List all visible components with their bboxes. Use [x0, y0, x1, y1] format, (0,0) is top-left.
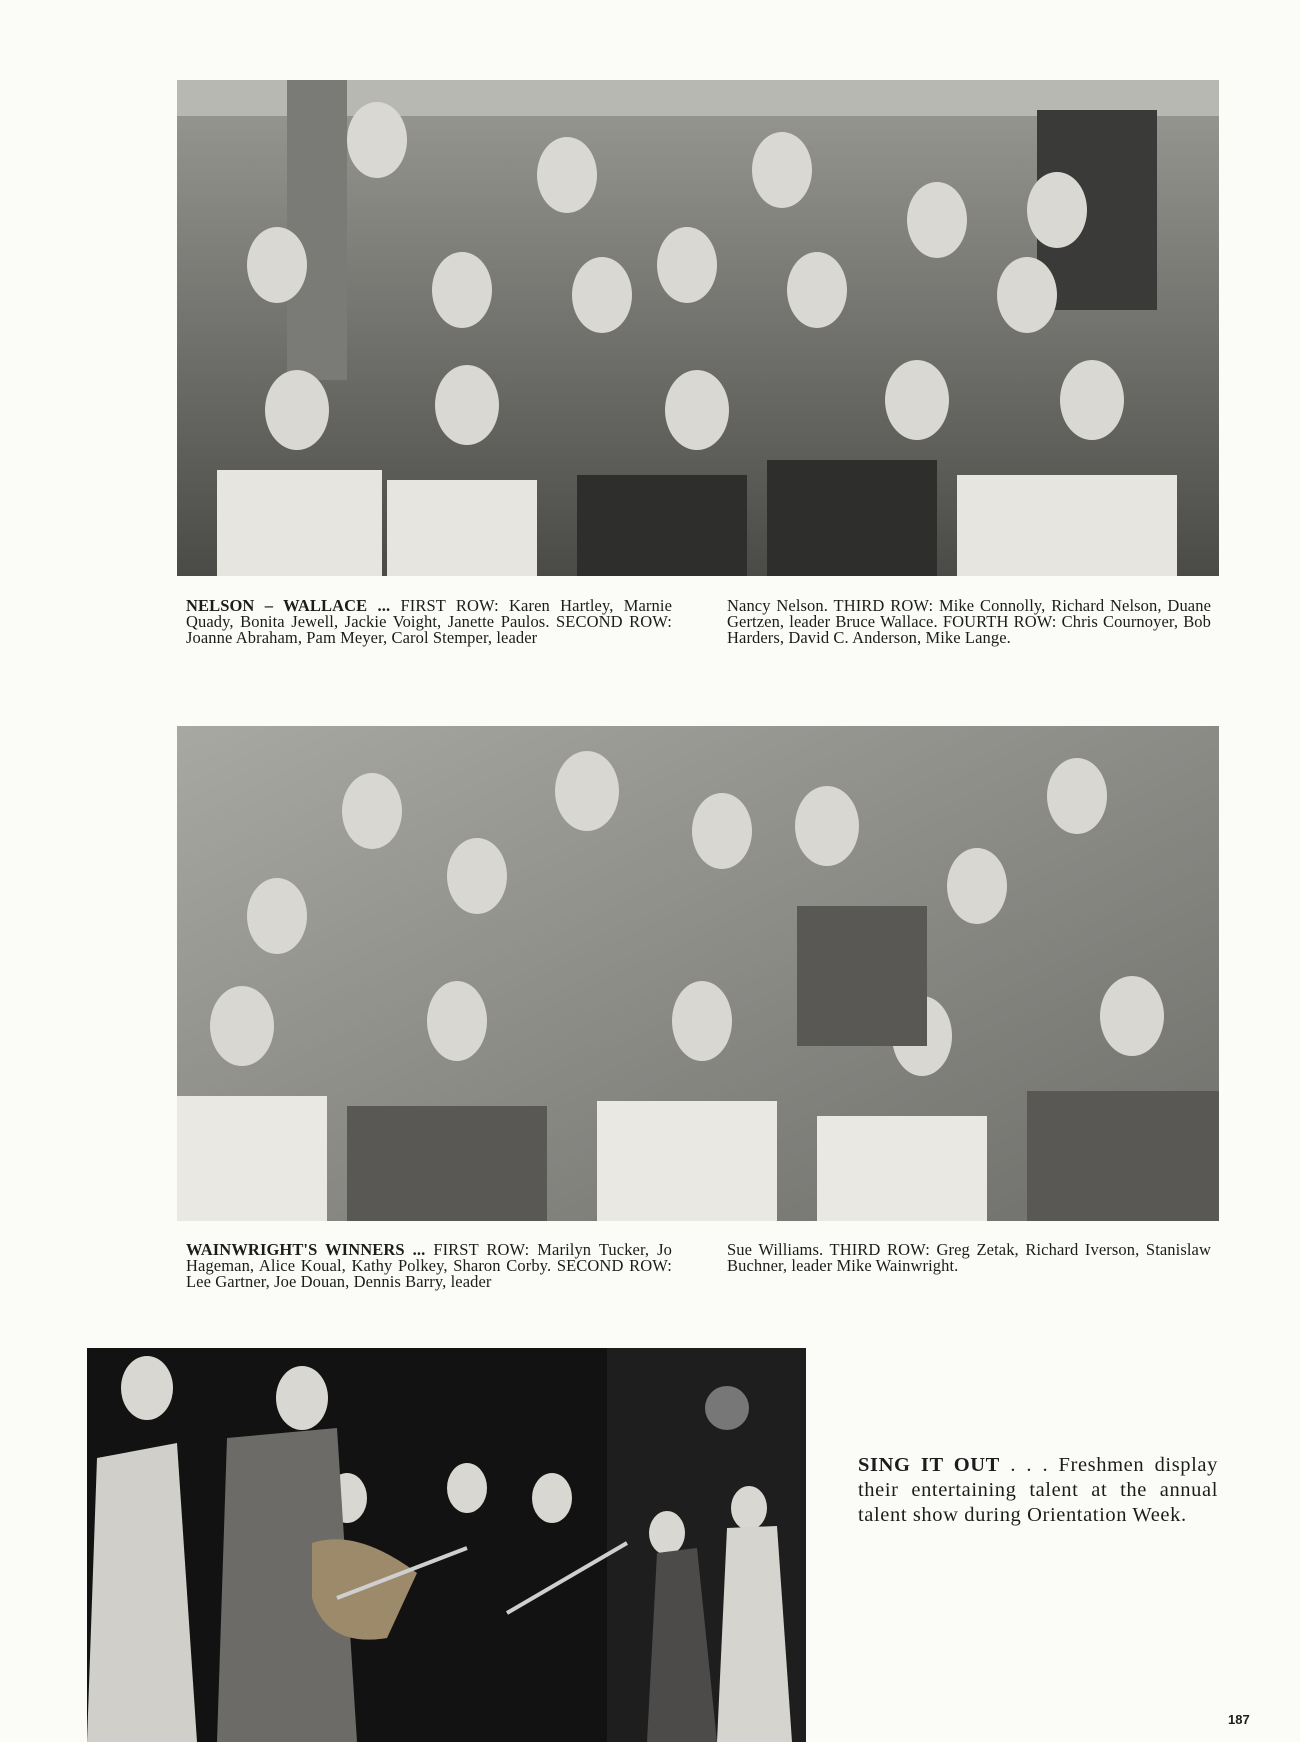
group-photo-nelson-wallace-image [177, 80, 1219, 576]
photo-1-caption-right: Nancy Nelson. THIRD ROW: Mike Connolly, Richard Nelson, Duane Gertzen, leader Bruce Wallace. FOURTH ROW: Chris Cournoyer, Bob Harders, David C. Anderson, Mike Lange. [727, 596, 1211, 647]
photo-2-caption-left [186, 1242, 672, 1290]
photo-2-caption-names-left: FIRST ROW: Marilyn Tucker, Jo Hageman, Alice Koual, Kathy Polkey, Sharon Corby. SECOND ROW: Lee Gartner, Joe Douan, Dennis Barry, leader [186, 1240, 673, 1291]
group-photo-wainwrights-winners [177, 726, 1219, 1221]
talent-show-photo [87, 1348, 806, 1742]
talent-show-photo-image [87, 1348, 806, 1742]
talent-show-caption-lead: SING IT OUT [858, 1454, 1000, 1476]
page-number: 187 [1228, 1712, 1250, 1727]
group-photo-wainwrights-winners-image [177, 726, 1219, 1221]
talent-show-caption-text: . . . Freshmen display their entertaining talent at the annual talent show during Orientation Week. [858, 1454, 1218, 1526]
photo-2-caption-right: Sue Williams. THIRD ROW: Greg Zetak, Richard Iverson, Stanislaw Buchner, leader Mike Wainwright. [727, 1240, 1211, 1275]
photo-1-caption-left [186, 598, 672, 646]
group-photo-nelson-wallace [177, 80, 1219, 576]
photo-1-caption-names-left: FIRST ROW: Karen Hartley, Marnie Quady, Bonita Jewell, Jackie Voight, Janette Paulos. SECOND ROW: Joanne Abraham, Pam Meyer, Carol Stemper, leader [186, 596, 672, 647]
photo-2-caption-lead: WAINWRIGHT'S WINNERS ... [186, 1240, 426, 1259]
talent-show-caption [858, 1453, 1218, 1528]
photo-1-caption-lead: NELSON – WALLACE ... [186, 596, 391, 615]
